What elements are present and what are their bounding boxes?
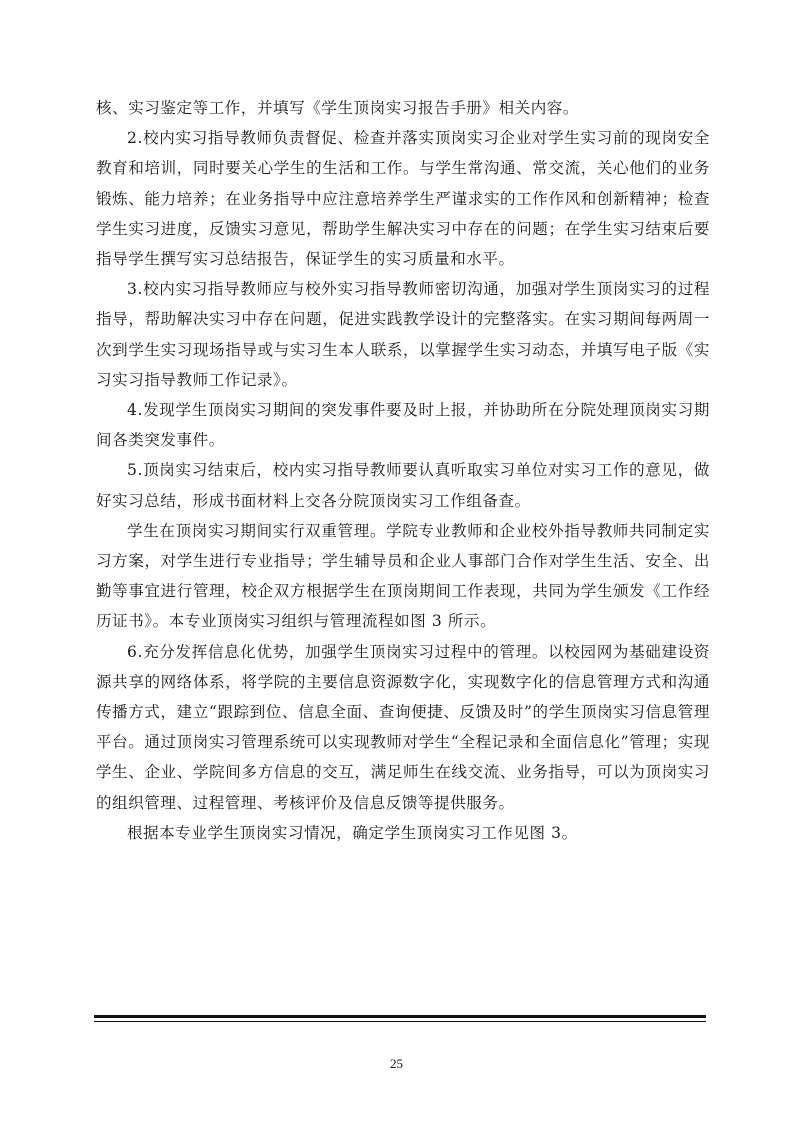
body-text xyxy=(96,93,710,848)
paragraph-item-4: 4.发现学生顶岗实习期间的突发事件要及时上报，并协助所在分院处理顶岗实习期间各类突发事件。 xyxy=(96,401,710,450)
paragraph-continuation: 核、实习鉴定等工作，并填写《学生顶岗实习报告手册》相关内容。 xyxy=(96,99,580,117)
paragraph-item-2: 2.校内实习指导教师负责督促、检查并落实顶岗实习企业对学生实习前的现岗安全教育和培训，同时要关心学生的生活和工作。与学生常沟通、常交流，关心他们的业务锻炼、能力培养；在业务指导中应注意培养学生严谨求实的工作作风和创新精神；检查学生实习进度，反馈实习意见，帮助学生解决实习中存在的问题；在学生实习结束后要指导学生撰写实习总结报告，保证学生的实习质量和水平。 xyxy=(96,129,710,269)
page-number: 25 xyxy=(390,1056,403,1071)
paragraph-item-6: 6.充分发挥信息化优势，加强学生顶岗实习过程中的管理。以校园网为基础建设资源共享的网络体系，将学院的主要信息资源数字化，实现数字化的信息管理方式和沟通传播方式，建立“跟踪到位、信息全面、查询便捷、反馈及时”的学生顶岗实习信息管理平台。通过顶岗实习管理系统可以实现教师对学生“全程记录和全面信息化”管理；实现学生、企业、学院间多方信息的交互，满足师生在线交流、业务指导，可以为顶岗实习的组织管理、过程管理、考核评价及信息反馈等提供服务。 xyxy=(96,642,710,812)
footer-rule-thin xyxy=(94,1021,706,1022)
paragraph-dual-management: 学生在顶岗实习期间实行双重管理。学院专业教师和企业校外指导教师共同制定实习方案，对学生进行专业指导；学生辅导员和企业人事部门合作对学生生活、安全、出勤等事宜进行管理，校企双方根据学生在顶岗期间工作表现，共同为学生颁发《工作经历证书》。本专业顶岗实习组织与管理流程如图 3 所示。 xyxy=(96,521,710,631)
paragraph-item-3: 3.校内实习指导教师应与校外实习指导教师密切沟通，加强对学生顶岗实习的过程指导，帮助解决实习中存在问题，促进实践教学设计的完整落实。在实习期间每两周一次到学生实习现场指导或与实习生本人联系，以掌握学生实习动态，并填写电子版《实习实习指导教师工作记录》。 xyxy=(96,280,710,389)
paragraph-conclusion: 根据本专业学生顶岗实习情况，确定学生顶岗实习工作见图 3。 xyxy=(127,823,578,842)
footer-rule-thick xyxy=(94,1015,706,1018)
paragraph-item-5: 5.顶岗实习结束后，校内实习指导教师要认真听取实习单位对实习工作的意见，做好实习总结，形成书面材料上交各分院顶岗实习工作组备查。 xyxy=(96,461,710,510)
